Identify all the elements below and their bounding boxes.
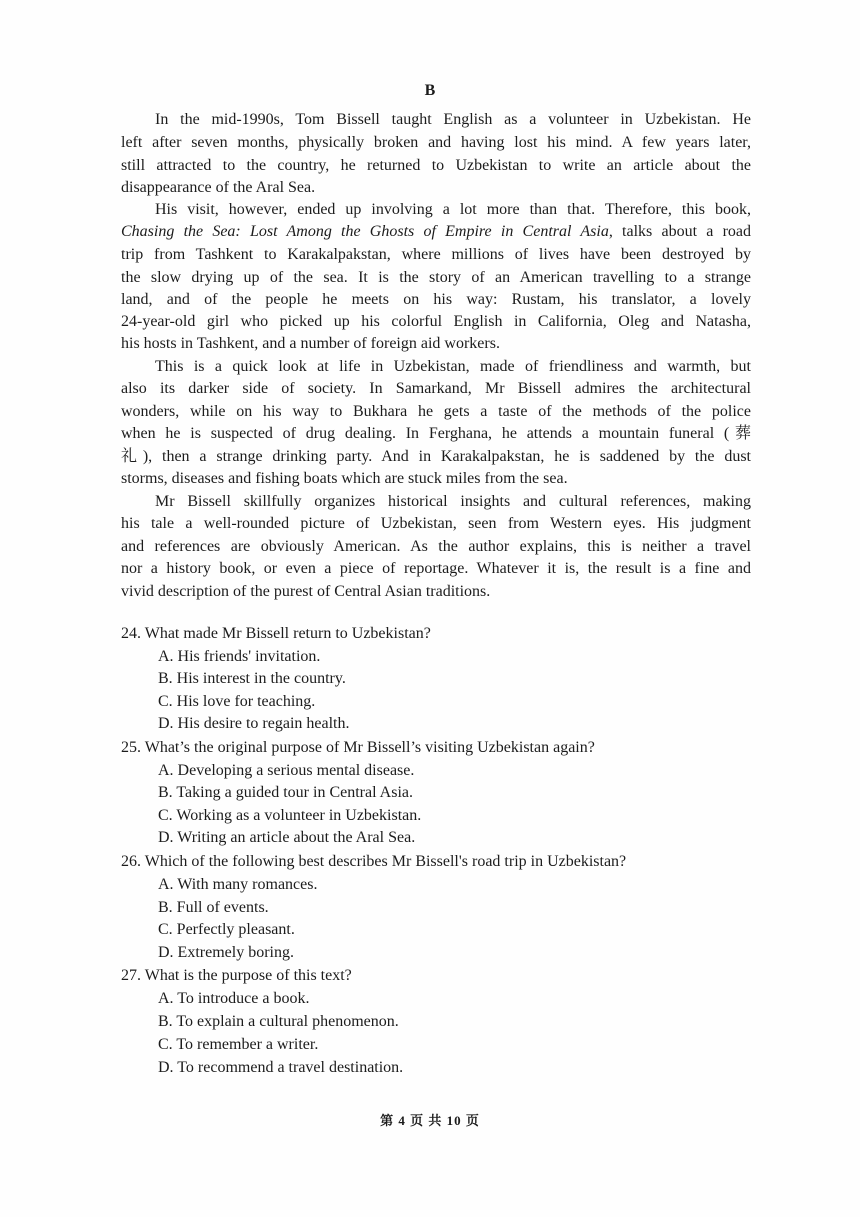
passage-line: disappearance of the Aral Sea. (121, 179, 316, 196)
passage-line: land, and of the people he meets on his way: Rustam, his translator, a lovely (121, 291, 751, 308)
passage-line: wonders, while on his way to Bukhara he gets a taste of the methods of the police (121, 403, 751, 420)
passage-line: 24-year-old girl who picked up his colorful English in California, Oleg and Natasha, (121, 313, 751, 330)
answer-option-c: C. Perfectly pleasant. (158, 921, 295, 938)
section-heading: B (424, 82, 436, 99)
passage-line: 礼), then a strange drinking party. And in Karakalpakstan, he is saddened by the dust (121, 448, 751, 465)
passage-line: still attracted to the country, he returned to Uzbekistan to write an article about the (121, 157, 751, 174)
page-number: 第 4 页 共 10 页 (380, 1113, 480, 1128)
passage-line-with-book-title (121, 221, 751, 243)
answer-option-b: B. To explain a cultural phenomenon. (158, 1013, 399, 1030)
passage-line: also its darker side of society. In Samarkand, Mr Bissell admires the architectural (121, 380, 751, 397)
passage-line: nor a history book, or even a piece of reportage. Whatever it is, the result is a fine and (121, 560, 751, 577)
passage-line: left after seven months, physically broken and having lost his mind. A few years later, (121, 134, 751, 151)
passage-line: vivid description of the purest of Central Asian traditions. (121, 583, 491, 600)
question-stem: 25. What’s the original purpose of Mr Bissell’s visiting Uzbekistan again? (121, 739, 595, 756)
passage-line: his hosts in Tashkent, and a number of foreign aid workers. (121, 335, 500, 352)
passage-line: his tale a well-rounded picture of Uzbekistan, seen from Western eyes. His judgment (121, 515, 751, 532)
passage-line: His visit, however, ended up involving a lot more than that. Therefore, this book, (155, 201, 751, 218)
passage-line: This is a quick look at life in Uzbekistan, made of friendliness and warmth, but (155, 358, 751, 375)
passage-line: trip from Tashkent to Karakalpakstan, where millions of lives have been destroyed by (121, 246, 751, 263)
passage-line: when he is suspected of drug dealing. In Ferghana, he attends a mountain funeral (葬 (121, 425, 751, 442)
answer-option-a: A. With many romances. (158, 876, 318, 893)
question-stem: 26. Which of the following best describes Mr Bissell's road trip in Uzbekistan? (121, 853, 627, 870)
question-stem: 27. What is the purpose of this text? (121, 967, 352, 984)
passage-line: In the mid-1990s, Tom Bissell taught English as a volunteer in Uzbekistan. He (155, 111, 751, 128)
answer-option-d: D. Extremely boring. (158, 944, 294, 961)
passage-line: Mr Bissell skillfully organizes historical insights and cultural references, making (155, 493, 751, 510)
passage-line: storms, diseases and fishing boats which are stuck miles from the sea. (121, 470, 568, 487)
answer-option-a: A. Developing a serious mental disease. (158, 762, 415, 779)
answer-option-b: B. Full of events. (158, 899, 269, 916)
answer-option-d: D. To recommend a travel destination. (158, 1059, 404, 1076)
answer-option-b: B. Taking a guided tour in Central Asia. (158, 784, 413, 801)
passage-line: the slow drying up of the sea. It is the story of an American travelling to a strange (121, 269, 751, 286)
question-stem: 24. What made Mr Bissell return to Uzbekistan? (121, 625, 431, 642)
answer-option-a: A. To introduce a book. (158, 990, 310, 1007)
answer-option-c: C. To remember a writer. (158, 1036, 319, 1053)
answer-option-d: D. Writing an article about the Aral Sea. (158, 829, 416, 846)
answer-option-d: D. His desire to regain health. (158, 715, 350, 732)
answer-option-c: C. His love for teaching. (158, 693, 316, 710)
book-title: Chasing the Sea: Lost Among the Ghosts of Empire in Central Asia (121, 223, 609, 240)
answer-option-c: C. Working as a volunteer in Uzbekistan. (158, 807, 422, 824)
passage-line: and references are obviously American. As the author explains, this is neither a travel (121, 538, 751, 555)
passage-text: , talks about a road (608, 223, 752, 240)
answer-option-b: B. His interest in the country. (158, 670, 346, 687)
answer-option-a: A. His friends' invitation. (158, 648, 321, 665)
